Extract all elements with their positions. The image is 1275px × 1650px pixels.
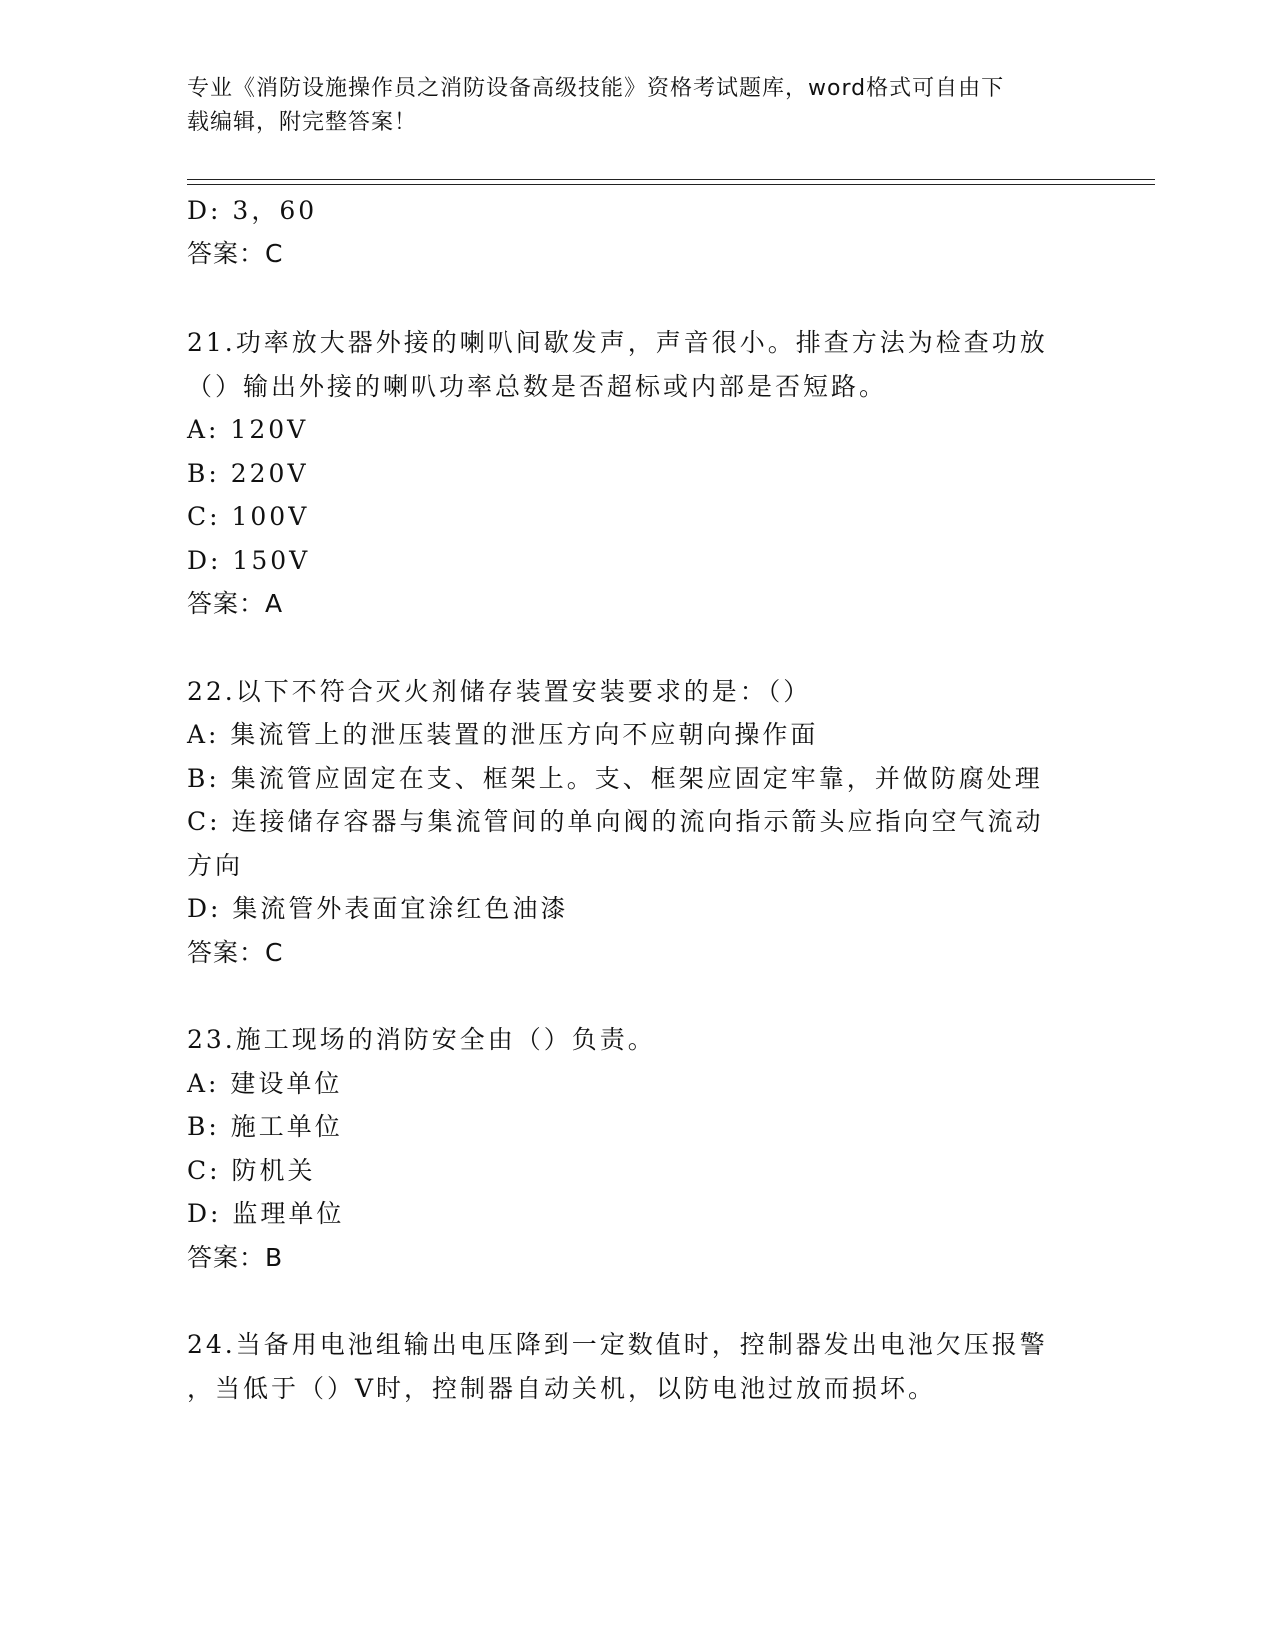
answer: 答案：C: [187, 239, 284, 268]
header-line-2: 载编辑，附完整答案！: [187, 110, 418, 135]
question-21-text-cont: （）输出外接的喇叭功率总数是否超标或内部是否短路。: [187, 372, 888, 401]
q22-option-c: C: 连接储存容器与集流管间的单向阀的流向指示箭头应指向空气流动: [187, 807, 1044, 836]
question-22-text: 22.以下不符合灭火剂储存装置安装要求的是：（）: [187, 677, 812, 706]
q22-option-a: A: 集流管上的泄压装置的泄压方向不应朝向操作面: [187, 720, 819, 749]
q23-option-d: D: 监理单位: [187, 1199, 345, 1228]
q21-option-a: A: 120V: [187, 415, 309, 444]
header-divider-top: [187, 179, 1155, 180]
header-divider-bottom: [187, 184, 1155, 185]
header-line-1: 专业《消防设施操作员之消防设备高级技能》资格考试题库，word格式可自由下: [187, 76, 1005, 101]
q23-option-b: B: 施工单位: [187, 1112, 343, 1141]
q23-answer: 答案：B: [187, 1243, 284, 1272]
q21-answer: 答案：A: [187, 589, 284, 618]
document-header: [187, 72, 1087, 140]
q21-option-b: B: 220V: [187, 459, 309, 488]
question-23-text: 23.施工现场的消防安全由（）负责。: [187, 1025, 656, 1054]
q23-option-a: A: 建设单位: [187, 1069, 343, 1098]
question-24-text: 24.当备用电池组输出电压降到一定数值时，控制器发出电池欠压报警: [187, 1330, 1048, 1359]
question-21-text: 21.功率放大器外接的喇叭间歇发声，声音很小。排查方法为检查功放: [187, 328, 1048, 357]
q22-option-b: B: 集流管应固定在支、框架上。支、框架应固定牢靠，并做防腐处理: [187, 764, 1043, 793]
q21-option-c: C: 100V: [187, 502, 310, 531]
q21-option-d: D: 150V: [187, 546, 311, 575]
option-d: D: 3，60: [187, 196, 318, 225]
q22-option-c-cont: 方向: [187, 851, 244, 880]
q23-option-c: C: 防机关: [187, 1156, 316, 1185]
q22-answer: 答案：C: [187, 938, 284, 967]
question-24-text-cont: ，当低于（）V时，控制器自动关机，以防电池过放而损坏。: [187, 1374, 937, 1403]
q22-option-d: D: 集流管外表面宜涂红色油漆: [187, 894, 569, 923]
